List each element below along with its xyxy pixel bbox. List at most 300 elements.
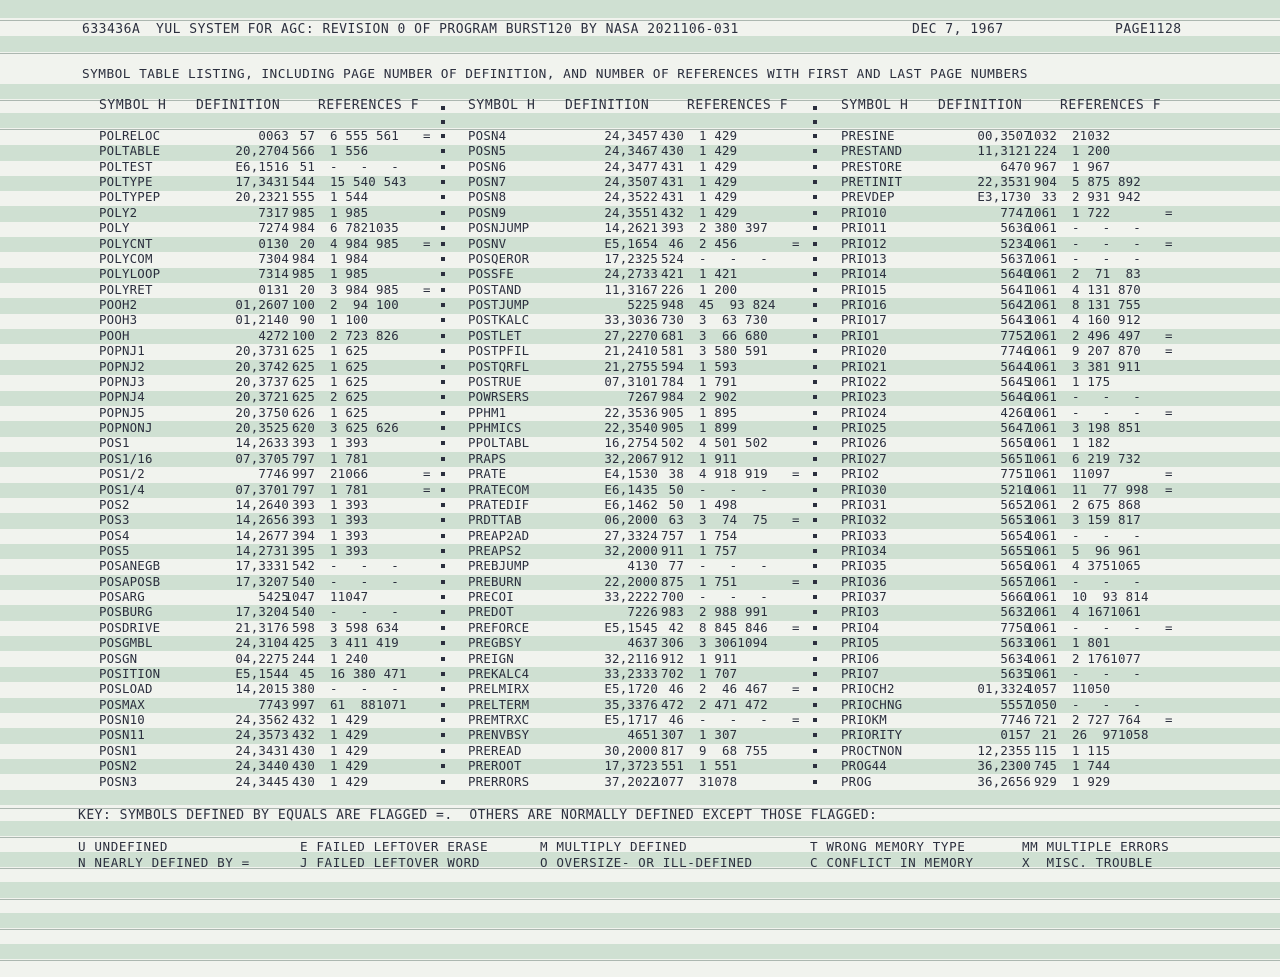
legend-flag-description: T WRONG MEMORY TYPE <box>810 839 966 854</box>
references-count-pages: 1 307 <box>699 727 738 743</box>
definition-address: 7317 <box>258 204 289 220</box>
definition-address: 17,3204 <box>235 604 289 620</box>
column-separator-mark <box>813 780 817 784</box>
definition-address: 17,3431 <box>235 174 289 190</box>
equals-flag: = <box>792 235 800 251</box>
references-count-pages: 1 744 <box>1072 758 1111 774</box>
definition-address: 5652 <box>1000 496 1031 512</box>
definition-address: 5642 <box>1000 297 1031 313</box>
definition-address: 5635 <box>1000 665 1031 681</box>
references-count-pages: 1 429 <box>330 773 369 789</box>
definition-page: 983 <box>661 604 684 620</box>
references-count-pages: 1 182 <box>1072 435 1111 451</box>
symbol-name: POSTQRFL <box>468 358 530 374</box>
symbol-name: PRIO12 <box>841 235 887 251</box>
symbol-name: PRIO11 <box>841 220 887 236</box>
references-count-pages: - - - <box>699 589 768 605</box>
references-count-pages: 1 393 <box>330 435 369 451</box>
references-count-pages: - - - <box>1072 235 1141 251</box>
symbol-name: POPNJ4 <box>99 389 145 405</box>
column-separator-mark <box>813 380 817 384</box>
references-count-pages: - - - <box>1072 250 1141 266</box>
definition-address: 5637 <box>1000 250 1031 266</box>
definition-address: E6,1516 <box>235 158 289 174</box>
definition-address: 32,2067 <box>604 450 658 466</box>
symbol-name: POLYCOM <box>99 250 153 266</box>
symbol-name: PPHM1 <box>468 404 507 420</box>
definition-page: 432 <box>292 712 315 728</box>
symbol-name: POSGN <box>99 650 138 666</box>
definition-page: 540 <box>292 573 315 589</box>
column-separator-mark <box>813 257 817 261</box>
definition-address: 33,2333 <box>604 665 658 681</box>
definition-address: 7751 <box>1000 466 1031 482</box>
symbol-name: PRESTAND <box>841 143 903 159</box>
references-count-pages: 2 71 83 <box>1072 266 1141 282</box>
references-count-pages: 2 727 764 <box>1072 712 1141 728</box>
references-count-pages: 3 63 730 <box>699 312 768 328</box>
definition-page: 77 <box>668 558 684 574</box>
references-count-pages: 1 429 <box>699 204 738 220</box>
definition-page: 430 <box>661 143 684 159</box>
definition-address: 4130 <box>627 558 658 574</box>
definition-address: 11,3121 <box>977 143 1031 159</box>
definition-address: 5641 <box>1000 281 1031 297</box>
symbol-name: POPNONJ <box>99 420 153 436</box>
definition-address: 20,2704 <box>235 143 289 159</box>
definition-address: 16,2754 <box>604 435 658 451</box>
column-separator-mark <box>813 349 817 353</box>
definition-page: 1061 <box>1026 481 1057 497</box>
definition-address: 7314 <box>258 266 289 282</box>
symbol-name: PRIO14 <box>841 266 887 282</box>
definition-page: 63 <box>668 512 684 528</box>
symbol-name: PRELMIRX <box>468 681 530 697</box>
definition-address: 22,3536 <box>604 404 658 420</box>
references-count-pages: 1 757 <box>699 542 738 558</box>
equals-flag: = <box>1165 712 1173 728</box>
definition-page: 1057 <box>1026 681 1057 697</box>
references-count-pages: 1 544 <box>330 189 369 205</box>
column-header-definition: DEFINITION <box>938 98 1023 113</box>
symbol-name: POSN9 <box>468 204 507 220</box>
definition-address: 0157 <box>1000 727 1031 743</box>
references-count-pages: 1 801 <box>1072 635 1111 651</box>
symbol-name: PREAP2AD <box>468 527 530 543</box>
definition-address: 5210 <box>1000 481 1031 497</box>
definition-address: 06,2000 <box>604 512 658 528</box>
legend-flag-description: O OVERSIZE- OR ILL-DEFINED <box>540 855 753 870</box>
definition-address: 5234 <box>1000 235 1031 251</box>
column-separator-mark <box>813 733 817 737</box>
references-count-pages: 1 751 <box>699 573 738 589</box>
definition-page: 524 <box>661 250 684 266</box>
definition-address: 5634 <box>1000 650 1031 666</box>
column-separator-mark <box>441 687 445 691</box>
column-separator-mark <box>813 488 817 492</box>
column-separator-mark <box>813 211 817 215</box>
definition-address: 5636 <box>1000 220 1031 236</box>
equals-flag: = <box>1165 404 1173 420</box>
column-separator-mark <box>441 672 445 676</box>
definition-page: 555 <box>292 189 315 205</box>
references-count-pages: 1 967 <box>1072 158 1111 174</box>
symbol-name: PRIO24 <box>841 404 887 420</box>
definition-address: 12,2355 <box>977 742 1031 758</box>
column-header-references: REFERENCES F <box>318 98 420 113</box>
definition-address: 32,2116 <box>604 650 658 666</box>
definition-page: 1077 <box>653 773 684 789</box>
column-separator-mark <box>441 457 445 461</box>
definition-address: 33,2222 <box>604 589 658 605</box>
definition-page: 1061 <box>1026 435 1057 451</box>
column-separator-mark <box>813 534 817 538</box>
references-count-pages: - - - <box>1072 573 1141 589</box>
symbol-name: PRIO35 <box>841 558 887 574</box>
definition-address: 4272 <box>258 327 289 343</box>
symbol-name: PRIO2 <box>841 466 880 482</box>
definition-page: 905 <box>661 404 684 420</box>
definition-address: 14,2731 <box>235 542 289 558</box>
symbol-name: PRIO6 <box>841 650 880 666</box>
references-count-pages: 15 540 543 <box>330 174 407 190</box>
references-count-pages: 16 380 471 <box>330 665 407 681</box>
column-separator-mark <box>813 595 817 599</box>
column-separator-mark <box>813 718 817 722</box>
references-count-pages: - - - <box>699 250 768 266</box>
symbol-name: PREDOT <box>468 604 514 620</box>
definition-address: E3,1730 <box>977 189 1031 205</box>
references-count-pages: 1 551 <box>699 758 738 774</box>
definition-address: 20,3750 <box>235 404 289 420</box>
column-separator-mark <box>441 272 445 276</box>
symbol-name: POSTLET <box>468 327 522 343</box>
column-separator-mark <box>441 303 445 307</box>
definition-page: 1050 <box>1026 696 1057 712</box>
definition-page: 745 <box>1034 758 1057 774</box>
definition-page: 1061 <box>1026 589 1057 605</box>
definition-address: 7747 <box>1000 204 1031 220</box>
column-separator-mark <box>813 242 817 246</box>
symbol-name: POS1/16 <box>99 450 153 466</box>
definition-page: 393 <box>661 220 684 236</box>
references-count-pages: 3 984 985 <box>330 281 399 297</box>
symbol-name: PRIOCH2 <box>841 681 895 697</box>
definition-address: 37,2022 <box>604 773 658 789</box>
symbol-name: PRIO20 <box>841 343 887 359</box>
definition-page: 100 <box>292 297 315 313</box>
column-separator-mark <box>813 703 817 707</box>
references-count-pages: 2 46 467 <box>699 681 768 697</box>
definition-address: 04,2275 <box>235 650 289 666</box>
references-count-pages: 8 131 755 <box>1072 297 1141 313</box>
symbol-name: PRIO34 <box>841 542 887 558</box>
definition-address: 24,3573 <box>235 727 289 743</box>
equals-flag: = <box>423 281 431 297</box>
references-count-pages: 1 429 <box>699 158 738 174</box>
references-count-pages: 2 1761077 <box>1072 650 1141 666</box>
references-count-pages: 1 421 <box>699 266 738 282</box>
symbol-name: POPNJ3 <box>99 373 145 389</box>
symbol-name: POLTEST <box>99 158 153 174</box>
definition-address: 21,2755 <box>604 358 658 374</box>
definition-address: 27,2270 <box>604 327 658 343</box>
references-count-pages: - - - <box>1072 404 1141 420</box>
definition-address: 36,2656 <box>977 773 1031 789</box>
symbol-name: POOH3 <box>99 312 138 328</box>
definition-address: 5647 <box>1000 420 1031 436</box>
column-separator-mark <box>441 749 445 753</box>
definition-address: 5650 <box>1000 435 1031 451</box>
references-count-pages: - - - <box>1072 665 1141 681</box>
column-header-references: REFERENCES F <box>1060 98 1162 113</box>
symbol-name: POSNV <box>468 235 507 251</box>
definition-address: 7743 <box>258 696 289 712</box>
definition-page: 1061 <box>1026 220 1057 236</box>
definition-page: 542 <box>292 558 315 574</box>
definition-page: 984 <box>292 250 315 266</box>
definition-page: 430 <box>292 758 315 774</box>
references-count-pages: 1 899 <box>699 420 738 436</box>
column-separator-mark <box>441 426 445 430</box>
column-header-definition: DEFINITION <box>196 98 281 113</box>
symbol-name: PRESINE <box>841 128 895 143</box>
column-separator-mark <box>813 672 817 676</box>
definition-address: 5645 <box>1000 373 1031 389</box>
definition-address: 32,2000 <box>604 542 658 558</box>
definition-address: 7226 <box>627 604 658 620</box>
definition-address: 01,3324 <box>977 681 1031 697</box>
column-separator-mark <box>813 318 817 322</box>
symbol-name: POOH2 <box>99 297 138 313</box>
definition-page: 700 <box>661 589 684 605</box>
column-separator-mark <box>441 488 445 492</box>
definition-page: 985 <box>292 204 315 220</box>
references-count-pages: 9 68 755 <box>699 742 768 758</box>
column-separator-mark <box>441 518 445 522</box>
definition-address: 24,3457 <box>604 128 658 143</box>
references-count-pages: 4 160 912 <box>1072 312 1141 328</box>
definition-page: 21 <box>1041 727 1057 743</box>
symbol-name: POSN1 <box>99 742 138 758</box>
definition-address: 0063 <box>258 128 289 143</box>
definition-address: 24,3551 <box>604 204 658 220</box>
symbol-name: PRIO13 <box>841 250 887 266</box>
symbol-name: PRATEDIF <box>468 496 530 512</box>
definition-page: 757 <box>661 527 684 543</box>
column-separator-mark <box>441 472 445 476</box>
references-count-pages: - - - <box>330 158 399 174</box>
references-count-pages: 1 625 <box>330 343 369 359</box>
symbol-name: PRETINIT <box>841 174 903 190</box>
symbol-name: POSDRIVE <box>99 619 161 635</box>
column-separator-mark <box>813 549 817 553</box>
definition-address: 7267 <box>627 389 658 405</box>
definition-address: 24,3562 <box>235 712 289 728</box>
column-separator-mark <box>441 780 445 784</box>
references-count-pages: - - - <box>1072 696 1141 712</box>
definition-page: 115 <box>1034 742 1057 758</box>
equals-flag: = <box>1165 619 1173 635</box>
symbol-name: POOH <box>99 327 130 343</box>
symbol-name: POPNJ1 <box>99 343 145 359</box>
column-header-definition: DEFINITION <box>565 98 650 113</box>
definition-address: 5632 <box>1000 604 1031 620</box>
references-count-pages: 1 429 <box>330 727 369 743</box>
legend-flag-description: U UNDEFINED <box>78 839 169 854</box>
definition-address: 7304 <box>258 250 289 266</box>
column-separator-mark <box>441 626 445 630</box>
symbol-name: PREBJUMP <box>468 558 530 574</box>
references-count-pages: 2 94 100 <box>330 297 399 313</box>
definition-page: 46 <box>668 235 684 251</box>
equals-flag: = <box>423 466 431 482</box>
definition-address: 36,2300 <box>977 758 1031 774</box>
column-separator-mark <box>441 564 445 568</box>
references-count-pages: 1 240 <box>330 650 369 666</box>
symbol-name: POSSFE <box>468 266 514 282</box>
symbol-name: POLRELOC <box>99 128 161 143</box>
definition-address: 14,2656 <box>235 512 289 528</box>
column-separator-mark <box>441 441 445 445</box>
equals-flag: = <box>1165 327 1173 343</box>
column-separator-mark <box>813 610 817 614</box>
definition-page: 100 <box>292 327 315 343</box>
definition-address: E5,1545 <box>604 619 658 635</box>
references-count-pages: - - - <box>1072 220 1141 236</box>
symbol-name: PREGBSY <box>468 635 522 651</box>
references-count-pages: 1 393 <box>330 496 369 512</box>
symbol-name: POSTAND <box>468 281 522 297</box>
definition-address: 24,3440 <box>235 758 289 774</box>
references-count-pages: 4 501 502 <box>699 435 768 451</box>
definition-page: 244 <box>292 650 315 666</box>
column-separator-mark <box>813 226 817 230</box>
definition-address: 4651 <box>627 727 658 743</box>
references-count-pages: 1 707 <box>699 665 738 681</box>
definition-page: 393 <box>292 435 315 451</box>
references-count-pages: 1 911 <box>699 450 738 466</box>
header-title: YUL SYSTEM FOR AGC: REVISION 0 OF PROGRAM BURST120 BY NASA 2021106-031 <box>156 22 739 37</box>
symbol-name: PRIO7 <box>841 665 880 681</box>
definition-page: 912 <box>661 450 684 466</box>
column-separator-mark <box>813 641 817 645</box>
column-separator-mark <box>441 349 445 353</box>
symbol-name: PRATECOM <box>468 481 530 497</box>
definition-address: 00,3507 <box>977 128 1031 143</box>
definition-address: 5425 <box>258 589 289 605</box>
equals-flag: = <box>1165 481 1173 497</box>
definition-address: 5653 <box>1000 512 1031 528</box>
references-count-pages: 2 625 <box>330 389 369 405</box>
references-count-pages: - - - <box>330 604 399 620</box>
definition-page: 551 <box>661 758 684 774</box>
definition-address: 14,2621 <box>604 220 658 236</box>
definition-page: 432 <box>292 727 315 743</box>
references-count-pages: 1 722 <box>1072 204 1111 220</box>
definition-address: 35,3376 <box>604 696 658 712</box>
definition-page: 1061 <box>1026 420 1057 436</box>
symbol-name: POLYRET <box>99 281 153 297</box>
references-count-pages: 4 918 919 <box>699 466 768 482</box>
definition-address: 22,2000 <box>604 573 658 589</box>
definition-page: 1061 <box>1026 327 1057 343</box>
symbol-name: POSN6 <box>468 158 507 174</box>
column-separator-mark <box>441 318 445 322</box>
references-count-pages: 3 580 591 <box>699 343 768 359</box>
column-separator-mark <box>813 564 817 568</box>
definition-page: 46 <box>668 681 684 697</box>
definition-page: 226 <box>661 281 684 297</box>
references-count-pages: 6 219 732 <box>1072 450 1141 466</box>
symbol-name: POPNJ5 <box>99 404 145 420</box>
definition-page: 430 <box>292 742 315 758</box>
column-separator-mark <box>813 272 817 276</box>
column-separator-mark <box>441 134 445 138</box>
definition-page: 721 <box>1034 712 1057 728</box>
references-count-pages: 1 429 <box>330 758 369 774</box>
symbol-name: POWRSERS <box>468 389 530 405</box>
definition-address: 7750 <box>1000 619 1031 635</box>
definition-address: E5,1654 <box>604 235 658 251</box>
definition-address: 5643 <box>1000 312 1031 328</box>
definition-page: 985 <box>292 266 315 282</box>
column-separator-mark <box>813 334 817 338</box>
references-count-pages: - - - <box>699 481 768 497</box>
column-separator-mark <box>813 288 817 292</box>
definition-address: 01,2607 <box>235 297 289 313</box>
references-count-pages: 1 393 <box>330 542 369 558</box>
references-count-pages: - - - <box>699 712 768 728</box>
references-count-pages: 2 902 <box>699 389 738 405</box>
definition-page: 1061 <box>1026 496 1057 512</box>
definition-address: E4,1530 <box>604 466 658 482</box>
definition-address: 5644 <box>1000 358 1031 374</box>
symbol-name: PREKALC4 <box>468 665 530 681</box>
column-separator-mark <box>441 595 445 599</box>
references-count-pages: 3 625 626 <box>330 420 399 436</box>
definition-page: 948 <box>661 297 684 313</box>
definition-address: 17,3331 <box>235 558 289 574</box>
definition-page: 1061 <box>1026 558 1057 574</box>
column-separator-mark <box>813 657 817 661</box>
references-count-pages: 1 781 <box>330 481 369 497</box>
symbol-name: POSN3 <box>99 773 138 789</box>
definition-page: 431 <box>661 158 684 174</box>
definition-page: 875 <box>661 573 684 589</box>
definition-address: 27,3324 <box>604 527 658 543</box>
definition-page: 1061 <box>1026 619 1057 635</box>
definition-page: 1061 <box>1026 404 1057 420</box>
definition-page: 1061 <box>1026 450 1057 466</box>
definition-address: 0130 <box>258 235 289 251</box>
symbol-name: POSN10 <box>99 712 145 728</box>
symbol-name: POSQEROR <box>468 250 530 266</box>
references-count-pages: 2 675 868 <box>1072 496 1141 512</box>
definition-page: 20 <box>299 235 315 251</box>
column-header-references: REFERENCES F <box>687 98 789 113</box>
references-count-pages: 11097 <box>1072 466 1111 482</box>
references-count-pages: 1 429 <box>699 174 738 190</box>
references-count-pages: 3 3061094 <box>699 635 768 651</box>
definition-page: 702 <box>661 665 684 681</box>
definition-page: 50 <box>668 481 684 497</box>
column-separator-mark <box>441 195 445 199</box>
references-count-pages: 11047 <box>330 589 369 605</box>
column-separator-mark <box>441 365 445 369</box>
legend-flag-description: X MISC. TROUBLE <box>1022 855 1153 870</box>
symbol-name: POLTYPEP <box>99 189 161 205</box>
